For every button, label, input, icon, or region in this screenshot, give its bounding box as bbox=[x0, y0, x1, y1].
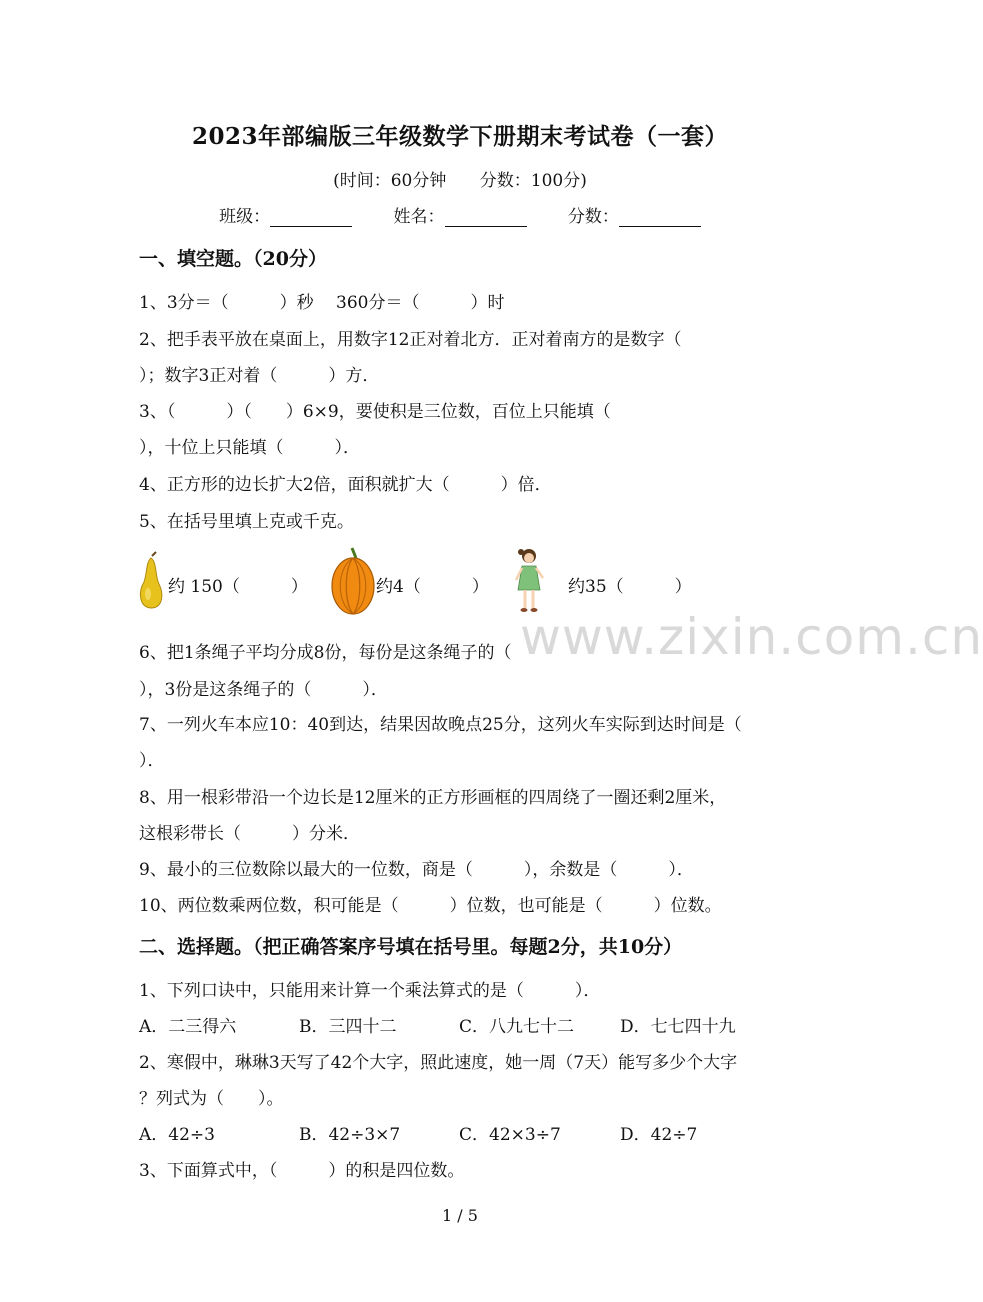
name-field[interactable] bbox=[394, 202, 527, 227]
exam-total-score: 分数：100分) bbox=[479, 171, 587, 191]
question-line: 3、（ ）（ ）6×9，要使积是三位数，百位上只能填（ bbox=[139, 402, 611, 422]
question-line: ）． bbox=[139, 751, 165, 771]
q5-girl-item: 约35（ ） bbox=[568, 577, 692, 597]
student-info-fields bbox=[0, 202, 920, 227]
question-line: ）；数字3正对着（ ）方． bbox=[139, 366, 380, 386]
question-line: 6、把1条绳子平均分成8份，每份是这条绳子的（ bbox=[139, 643, 512, 663]
exam-time: (时间：60分钟 bbox=[333, 171, 447, 191]
question-line: 10、两位数乘两位数，积可能是（ ）位数，也可能是（ ）位数。 bbox=[139, 896, 722, 916]
question-line: 1、3分＝（ ）秒 360分＝（ ）时 bbox=[139, 293, 505, 313]
q1-option-c: C．八九七十二 bbox=[459, 1017, 575, 1037]
section2-heading: 二、选择题。（把正确答案序号填在括号里。每题2分，共10分） bbox=[139, 936, 683, 958]
q2-option-c: C．42×3÷7 bbox=[459, 1125, 561, 1145]
q2-option-b: B．42÷3×7 bbox=[299, 1125, 401, 1145]
question-line: 2、寒假中，琳琳3天写了42个大字，照此速度，她一周（7天）能写多少个大字 bbox=[139, 1053, 738, 1073]
score-field[interactable] bbox=[568, 202, 701, 227]
q5-pear-item: 约 150（ ） bbox=[168, 577, 308, 597]
q1-option-a: A．二三得六 bbox=[139, 1017, 237, 1037]
q1-option-d: D．七七四十九 bbox=[620, 1017, 736, 1037]
question-line: ），3份是这条绳子的（ ）． bbox=[139, 680, 388, 700]
class-label: 班级： bbox=[219, 207, 271, 227]
question-line: 9、最小的三位数除以最大的一位数，商是（ ），余数是（ ）． bbox=[139, 860, 694, 880]
question-line: 2、把手表平放在桌面上，用数字12正对着北方．正对着南方的是数字（ bbox=[139, 330, 682, 350]
question-line: 8、用一根彩带沿一个边长是12厘米的正方形画框的四周绕了一圈还剩2厘米， bbox=[139, 788, 727, 808]
question-line: ？列式为（ ）。 bbox=[139, 1089, 284, 1109]
q1-option-b: B．三四十二 bbox=[299, 1017, 397, 1037]
class-blank[interactable] bbox=[270, 208, 352, 227]
q2-option-a: A．42÷3 bbox=[139, 1125, 215, 1145]
page-number: 1 / 5 bbox=[442, 1206, 478, 1225]
q5-pumpkin-item: 约4（ ） bbox=[376, 577, 489, 597]
q2-option-d: D．42÷7 bbox=[620, 1125, 698, 1145]
girl-icon bbox=[512, 546, 546, 614]
question-line: 7、一列火车本应10：40到达，结果因故晚点25分，这列火车实际到达时间是（ bbox=[139, 715, 742, 735]
watermark: www.zixin.com.cn bbox=[520, 608, 983, 666]
section1-heading: 一、填空题。（20分） bbox=[139, 248, 327, 270]
question-line: 4、正方形的边长扩大2倍，面积就扩大（ ）倍． bbox=[139, 475, 552, 495]
name-label: 姓名： bbox=[393, 207, 445, 227]
pumpkin-icon bbox=[330, 546, 376, 616]
question-line: 这根彩带长（ ）分米． bbox=[139, 824, 360, 844]
score-blank[interactable] bbox=[619, 208, 701, 227]
exam-meta bbox=[0, 166, 920, 191]
question-line: ），十位上只能填（ ）． bbox=[139, 438, 360, 458]
name-blank[interactable] bbox=[445, 208, 527, 227]
question-line: 1、下列口诀中，只能用来计算一个乘法算式的是（ ）． bbox=[139, 981, 601, 1001]
score-label: 分数： bbox=[567, 207, 619, 227]
pear-icon bbox=[136, 552, 166, 610]
page-title: 2023年部编版三年级数学下册期末考试卷（一套） bbox=[191, 123, 728, 150]
question-line: 5、在括号里填上克或千克。 bbox=[139, 512, 354, 532]
class-field[interactable] bbox=[219, 202, 352, 227]
question-line: 3、下面算式中，（ ）的积是四位数。 bbox=[139, 1161, 465, 1181]
